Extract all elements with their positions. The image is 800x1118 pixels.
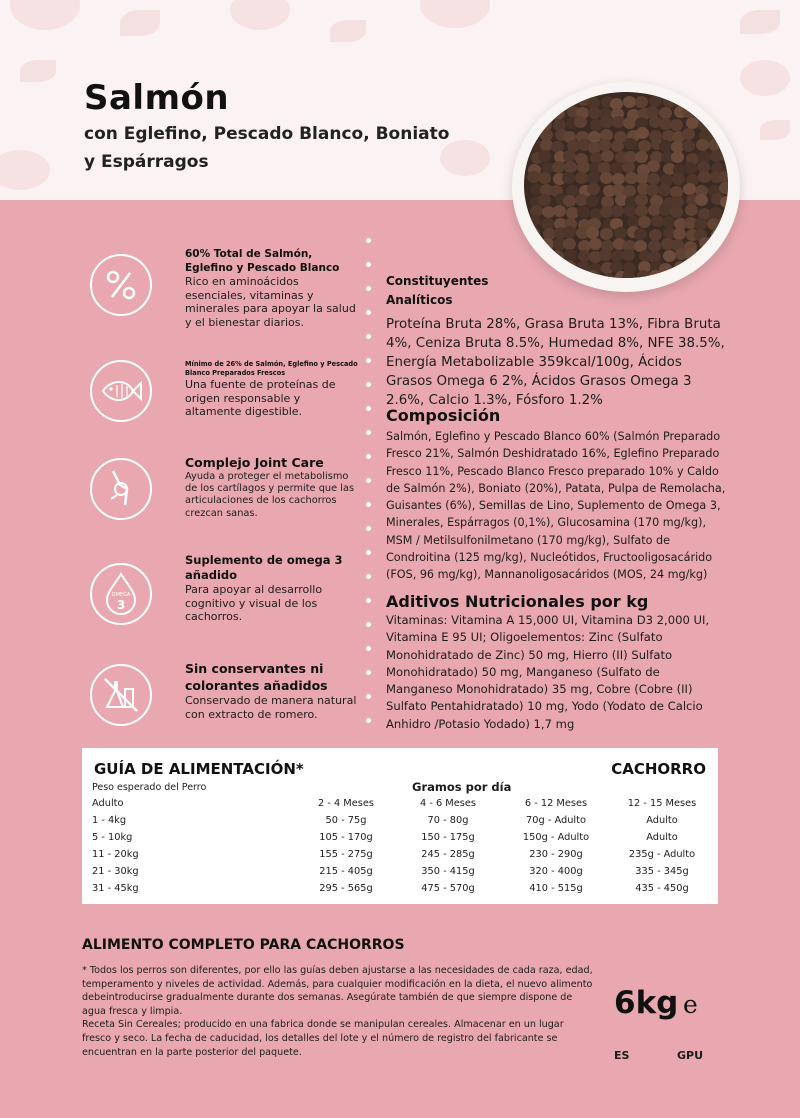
table-cell: 335 - 345g <box>635 866 689 877</box>
table-cell: 295 - 565g <box>319 883 373 894</box>
table-cell: 2 - 4 Meses <box>317 798 375 809</box>
table-row <box>92 866 712 882</box>
kibble-piece <box>598 139 611 151</box>
kibble-piece <box>528 260 541 272</box>
weight-column-label: Peso esperado del Perro <box>92 782 207 793</box>
kibble-piece <box>638 216 651 228</box>
analysis-body: Proteína Bruta 28%, Grasa Bruta 13%, Fibra Bruta 4%, Ceniza Bruta 8.5%, Humedad 8%, NFE 38.5%, Energía Metabolizable 359kcal/100g, Ácidos Grasos Omega 6 2%, Ácidos Grasos Omega 3 2.6%, Calcio 1.3%, Fósforo 1.2% <box>386 317 725 408</box>
divider-dot <box>366 646 371 651</box>
kibble-piece <box>538 150 551 162</box>
kibble-piece <box>718 216 728 228</box>
kibble-piece <box>623 96 636 108</box>
kibble-piece <box>586 227 599 239</box>
table-header-row <box>92 798 712 814</box>
composition-section <box>386 406 726 584</box>
kibble-piece <box>671 151 684 163</box>
table-cell: 155 - 275g <box>319 849 373 860</box>
feature-protein <box>90 248 360 338</box>
feature-joint-care <box>90 454 360 524</box>
table-cell: Adulto <box>92 798 124 809</box>
kibble-piece <box>659 107 672 119</box>
kibble-piece <box>684 162 697 174</box>
additives-heading: Aditivos Nutricionales por kg <box>386 592 649 611</box>
feature-omega-3 <box>90 553 360 623</box>
table-cell: 1 - 4kg <box>92 815 127 826</box>
feature-body: Conservado de manera natural con extracto de romero. <box>185 694 357 721</box>
kibble-piece <box>587 183 600 195</box>
kibble-piece <box>672 173 685 185</box>
kibble-piece <box>638 140 651 152</box>
divider-dot <box>366 454 371 459</box>
table-cell: 50 - 75g <box>325 815 367 826</box>
kibble-piece <box>528 215 541 227</box>
kibble-piece <box>611 140 624 152</box>
kibble-piece <box>636 127 649 139</box>
joint-icon <box>90 458 152 520</box>
kibble-piece <box>563 226 576 238</box>
composition-heading: Composición <box>386 406 501 425</box>
kibble-piece <box>708 139 721 151</box>
table-cell: 5 - 10kg <box>92 832 133 843</box>
divider-dot <box>366 718 371 723</box>
estimated-sign: e <box>683 990 698 1019</box>
life-stage-label: CACHORRO <box>611 760 706 778</box>
kibble-piece <box>719 182 728 194</box>
product-title: Salmón <box>84 78 230 118</box>
analysis-section <box>386 272 726 410</box>
svg-text:OMEGA: OMEGA <box>111 592 131 598</box>
kibble-piece <box>649 229 662 241</box>
subtitle-line-2: y Espárragos <box>84 152 209 172</box>
additives-body: Vitaminas: Vitamina A 15,000 UI, Vitamina D3 2,000 UI, Vitamina E 95 UI; Oligoelementos: Zinc (Sulfato Monohidratado de Zinc) 50 mg, Hierro (II) Sulfato Monohidratado) 50 mg, Manganeso (Sulfato de Manganeso Monohidratado) 35 mg, Cobre (Cobre (II) Sulfato Pentahidratado) 10 mg, Yodo (Yodato de Calcio Anhidro /Potasio Yodado) 1,7 mg <box>386 613 710 731</box>
analysis-heading: Constituyentes Analíticos <box>386 274 489 307</box>
feeding-footnote <box>82 964 594 1059</box>
kibble-piece <box>622 161 635 173</box>
kibble-piece <box>635 96 648 108</box>
kibble-piece <box>673 228 686 240</box>
table-cell: 150 - 175g <box>421 832 475 843</box>
kibble-piece <box>586 195 599 207</box>
kibble-piece <box>563 260 576 272</box>
kibble <box>524 92 728 278</box>
divider-dot <box>366 286 371 291</box>
additives-section <box>386 592 726 733</box>
divider-dot <box>366 406 371 411</box>
divider-dot <box>366 382 371 387</box>
divider-dot <box>366 238 371 243</box>
table-cell: 105 - 170g <box>319 832 373 843</box>
feature-fresh-fish <box>90 360 360 430</box>
svg-text:3: 3 <box>116 598 126 612</box>
table-cell: 230 - 290g <box>529 849 583 860</box>
table-cell: 70 - 80g <box>427 815 469 826</box>
no-preservatives-icon <box>90 664 152 726</box>
table-cell: 6 - 12 Meses <box>524 798 588 809</box>
kibble-piece <box>601 150 614 162</box>
kibble-piece <box>611 205 624 217</box>
divider-dot <box>366 334 371 339</box>
omega-3-icon <box>90 563 152 625</box>
language-code: ES <box>614 1049 630 1062</box>
kibble-piece <box>577 161 590 173</box>
kibble-piece <box>699 237 712 249</box>
feeding-guide-title: GUÍA DE ALIMENTACIÓN* <box>94 760 304 778</box>
table-cell: 70g - Adulto <box>526 815 586 826</box>
table-cell: 320 - 400g <box>529 866 583 877</box>
percent-icon <box>90 254 152 316</box>
composition-body: Salmón, Eglefino y Pescado Blanco 60% (Salmón Preparado Fresco 21%, Salmón Deshidratado 16%, Eglefino Preparado Fresco 11%, Pescado Blanco Fresco preparado 10% y Caldo de Salmón 2%), Boniato (20%), Patata, Pulpa de Remolacha, Guisantes (6%), Semillas de Lino, Suplemento de Omega 3, Minerales, Espárragos (0,1%), Glucosamina (170 mg/kg), MSM / Metilsulfonilmetano (170 mg/kg), Sulfato de Condroitina (125 mg/kg), Nucleótidos, Fructooligosacárido (FOS, 96 mg/kg), Mannanoligosacáridos (MOS, 24 mg/kg) <box>386 430 726 582</box>
product-code: GPU <box>677 1049 704 1062</box>
table-cell: 21 - 30kg <box>92 866 139 877</box>
divider-dot <box>366 262 371 267</box>
table-cell: 475 - 570g <box>421 883 475 894</box>
kibble-piece <box>614 227 627 239</box>
table-cell: Adulto <box>646 815 678 826</box>
divider-dot <box>366 358 371 363</box>
kibble-piece <box>682 140 695 152</box>
divider-dot <box>366 310 371 315</box>
product-subtitle <box>84 120 464 176</box>
kibble-piece <box>670 119 683 131</box>
feature-heading: Complejo Joint Care <box>185 455 324 470</box>
divider-dot <box>366 574 371 579</box>
kibble-piece <box>696 139 709 151</box>
kibble-piece <box>622 249 635 261</box>
kibble-piece <box>564 161 577 173</box>
kibble-piece <box>550 261 563 273</box>
divider-dot <box>366 526 371 531</box>
table-cell: 410 - 515g <box>529 883 583 894</box>
kibble-piece <box>538 194 551 206</box>
table-cell: 11 - 20kg <box>92 849 139 860</box>
feature-body: Ayuda a proteger el metabolismo de los cartílagos y permite que las articulaciones de los cachorros crezcan sanas. <box>185 471 355 519</box>
kibble-piece <box>552 108 565 120</box>
feature-heading: Sin conservantes ni colorantes añadidos <box>185 661 328 693</box>
table-cell: 350 - 415g <box>421 866 475 877</box>
footnote-paragraph-1: * Todos los perros son diferentes, por ello las guías deben ajustarse a las necesidades de cada raza, edad, temperamento y niveles de actividad. Además, para cualquier modificación en la dieta, el nuevo alimento debeintroducirse gradualmente durante dos semanas. Asegúrate también de que siempre dispone de agua fresca y limpia. <box>82 965 593 1017</box>
dotted-divider <box>366 238 372 742</box>
table-row <box>92 883 712 899</box>
feature-body: Una fuente de proteínas de origen responsable y altamente digestible. <box>185 378 336 418</box>
table-cell: 235g - Adulto <box>628 849 696 860</box>
net-weight: 6kg <box>614 985 679 1021</box>
table-cell: 245 - 285g <box>421 849 475 860</box>
feature-heading: Suplemento de omega 3 añadido <box>185 553 343 582</box>
divider-dot <box>366 550 371 555</box>
kibble-piece <box>635 151 648 163</box>
divider-dot <box>366 694 371 699</box>
fish-icon <box>90 360 152 422</box>
kibble-piece <box>600 172 613 184</box>
complete-food-label: ALIMENTO COMPLETO PARA CACHORROS <box>82 937 405 953</box>
feature-body: Para apoyar al desarrollo cognitivo y visual de los cachorros. <box>185 583 323 623</box>
kibble-piece <box>562 172 575 184</box>
footnote-paragraph-2: Receta Sin Cereales; producido en una fabrica donde se manipulan cereales. Almacenar en un lugar fresco y seco. La fecha de caducidad, los detalles del lote y el número de registro del fabricante se encuentran en la parte posterior del paquete. <box>82 1019 564 1058</box>
kibble-piece <box>682 128 695 140</box>
kibble-piece <box>624 138 637 150</box>
kibble-piece <box>574 116 587 128</box>
kibble-piece <box>538 172 551 184</box>
feature-heading: Mínimo de 26% de Salmón, Eglefino y Pescado Blanco Preparados Frescos <box>185 360 358 377</box>
kibble-piece <box>575 172 588 184</box>
divider-dot <box>366 478 371 483</box>
kibble-piece <box>600 228 613 240</box>
table-cell: Adulto <box>646 832 678 843</box>
kibble-piece <box>634 228 647 240</box>
kibble-piece <box>577 206 590 218</box>
kibble-piece <box>599 249 612 261</box>
kibble-piece <box>685 204 698 216</box>
table-cell: 4 - 6 Meses <box>419 798 477 809</box>
subtitle-line-1: con Eglefino, Pescado Blanco, Boniato <box>84 124 450 144</box>
kibble-piece <box>695 194 708 206</box>
table-cell: 435 - 450g <box>635 883 689 894</box>
divider-dot <box>366 430 371 435</box>
kibble-piece <box>718 116 728 128</box>
table-cell: 150g - Adulto <box>522 832 590 843</box>
table-row <box>92 849 712 865</box>
kibble-piece <box>647 160 660 172</box>
divider-dot <box>366 622 371 627</box>
table-row <box>92 815 712 831</box>
divider-dot <box>366 670 371 675</box>
grams-per-day-label: Gramos por día <box>412 780 512 794</box>
feature-no-preservatives <box>90 660 360 740</box>
kibble-piece <box>662 216 675 228</box>
feature-body: Rico en aminoácidos esenciales, vitaminas y minerales para apoyar la salud y el bienestar diarios. <box>185 275 356 329</box>
table-cell: 12 - 15 Meses <box>627 798 697 809</box>
kibble-piece <box>719 149 728 161</box>
kibble-piece <box>553 205 566 217</box>
kibble-piece <box>718 240 728 252</box>
table-cell: 31 - 45kg <box>92 883 139 894</box>
kibble-piece <box>528 127 541 139</box>
divider-dot <box>366 502 371 507</box>
feature-heading: 60% Total de Salmón, Eglefino y Pescado Blanco <box>185 248 340 274</box>
divider-dot <box>366 598 371 603</box>
table-row <box>92 832 712 848</box>
table-cell: 215 - 405g <box>319 866 373 877</box>
kibble-piece <box>663 250 676 262</box>
feeding-guide-table <box>82 748 718 904</box>
kibble-piece <box>698 171 711 183</box>
